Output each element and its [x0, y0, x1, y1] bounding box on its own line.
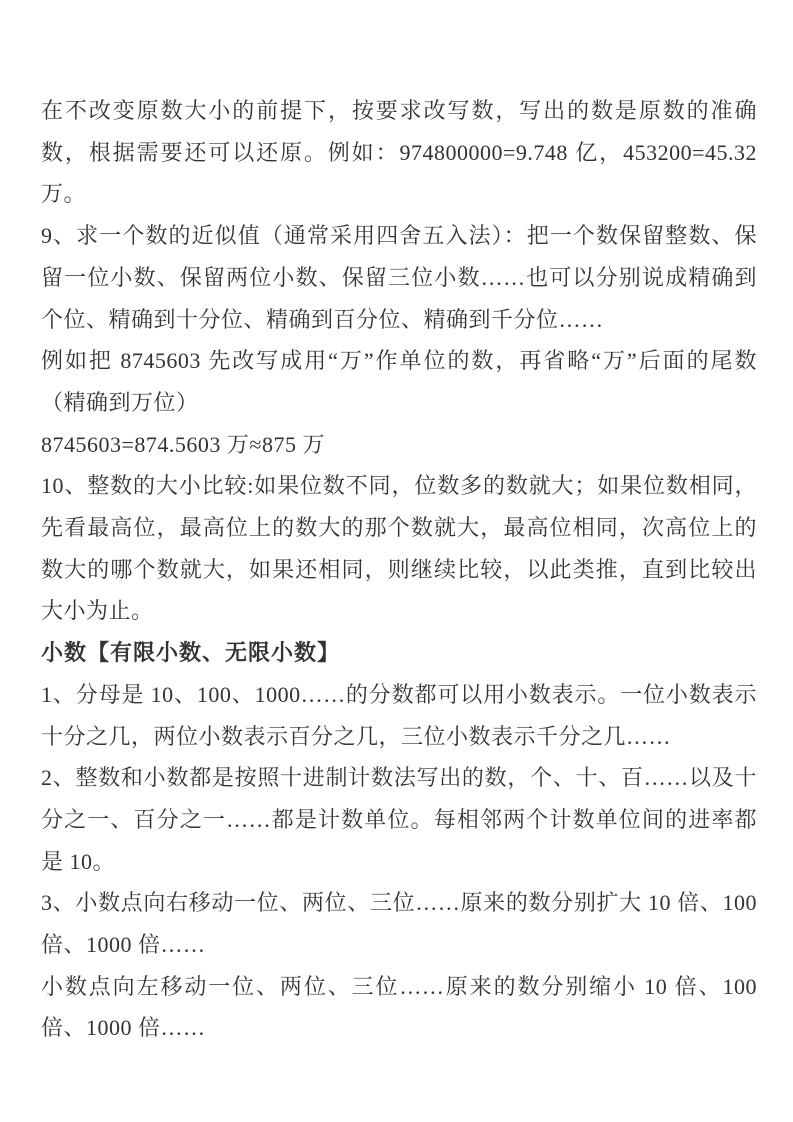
paragraph: 在不改变原数大小的前提下，按要求改写数，写出的数是原数的准确数，根据需要还可以还原。例如：974800000=9.748 亿，453200=45.32 万。	[41, 98, 757, 207]
paragraph: 10、整数的大小比较:如果位数不同，位数多的数就大；如果位数相同，先看最高位，最高位上的数大的那个数就大，最高位相同，次高位上的数大的哪个数就大，如果还相同，则继续比较，以此类推，直到比较出大小为止。	[41, 473, 757, 624]
document-content	[41, 90, 757, 1049]
paragraph: 小数点向左移动一位、两位、三位……原来的数分别缩小 10 倍、100 倍、1000 倍……	[41, 973, 757, 1041]
paragraph: 例如把 8745603 先改写成用“万”作单位的数，再省略“万”后面的尾数（精确到万位）	[41, 348, 757, 415]
paragraph: 3、小数点向右移动一位、两位、三位……原来的数分别扩大 10 倍、100 倍、1000 倍……	[41, 890, 757, 958]
paragraph: 9、求一个数的近似值（通常采用四舍五入法）：把一个数保留整数、保留一位小数、保留两位小数、保留三位小数……也可以分别说成精确到个位、精确到十分位、精确到百分位、精确到千分位……	[41, 223, 757, 332]
paragraph: 2、整数和小数都是按照十进制计数法写出的数，个、十、百……以及十分之一、百分之一……都是计数单位。每相邻两个计数单位间的进率都是 10。	[41, 765, 757, 874]
paragraph: 1、分母是 10、100、1000……的分数都可以用小数表示。一位小数表示十分之几，两位小数表示百分之几，三位小数表示千分之几……	[41, 681, 757, 749]
paragraph: 8745603=874.5603 万≈875 万	[41, 431, 325, 457]
section-heading: 小数【有限小数、无限小数】	[41, 640, 341, 666]
